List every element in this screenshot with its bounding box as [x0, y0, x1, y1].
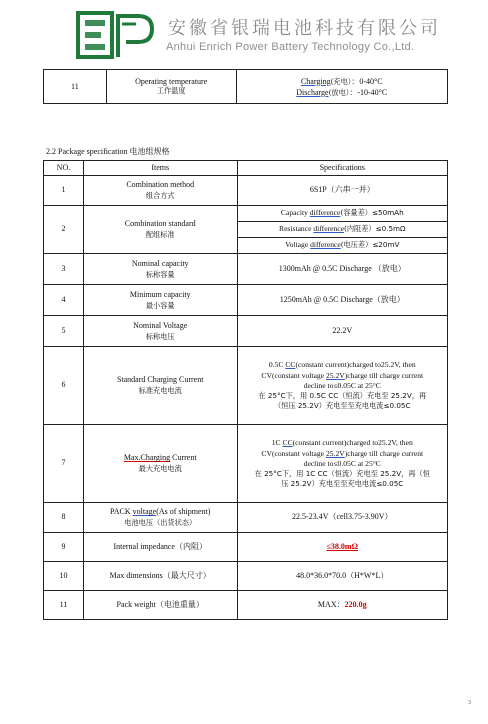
spec-text: (constant current)charged to25.2V, then — [292, 438, 413, 448]
company-name-en: Anhui Enrich Power Battery Technology Co.,Ltd. — [166, 41, 415, 53]
table-row — [44, 176, 448, 206]
item-label-en — [84, 453, 237, 464]
item-label-en: Nominal capacity — [131, 258, 189, 268]
item-label-en: Minimum capacity — [129, 289, 191, 299]
item-cell — [83, 503, 237, 533]
package-spec-table — [43, 160, 448, 620]
discharging-label: Discharge — [296, 87, 329, 97]
table-row — [44, 70, 448, 104]
item-label-cn: 标准充电电流 — [138, 386, 182, 396]
charging-label-cn: (充电） — [330, 76, 352, 86]
item-label-cn: 电池电压（出货状态） — [124, 518, 197, 528]
table-row — [44, 591, 448, 620]
spec-text: Voltage — [285, 240, 311, 250]
item-label-cn: 配组标准 — [145, 230, 175, 240]
spec-cell: 1300mAh @ 0.5C Discharge （放电） — [237, 254, 447, 285]
spec-cell — [236, 70, 447, 104]
table-row — [44, 562, 448, 591]
spec-text: (电压差）≤20mV — [340, 240, 400, 250]
spec-text: difference — [313, 224, 345, 234]
table-row — [44, 285, 448, 316]
company-name-cn: 安徽省银瑞电池科技有限公司 — [168, 18, 441, 39]
row-number: 9 — [44, 533, 84, 562]
item-label-cn: 工作温度 — [156, 86, 186, 95]
discharging-label-cn: (放电） — [328, 87, 350, 97]
spec-text: (constant current)charged to25.2V, then — [295, 360, 416, 370]
spec-text: CV(constant voltage — [261, 448, 326, 458]
table-row — [44, 254, 448, 285]
spec-text: 0.5C — [268, 360, 286, 370]
item-cell — [83, 206, 237, 254]
spec-line — [242, 371, 443, 381]
item-label-en: Combination standard — [124, 219, 196, 229]
discharging-value: ：-10-40°C — [349, 87, 388, 97]
spec-text: Capacity — [280, 208, 310, 218]
item-label-en — [84, 507, 237, 518]
spec-line: 在 25°C下，用 1C CC（恒流）充电至 25.2V，再（恒 — [254, 469, 430, 479]
spec-text: 25.2V — [325, 448, 345, 458]
spec-cell: 1250mAh @ 0.5C Discharge（放电） — [237, 285, 447, 316]
item-label-en: Standard Charging Current — [116, 375, 204, 385]
spec-cell — [237, 591, 447, 620]
row-number: 4 — [44, 285, 84, 316]
table-row — [44, 316, 448, 347]
row-number: 5 — [44, 316, 84, 347]
table-row — [44, 206, 448, 222]
item-cell — [83, 425, 237, 503]
spec-text: CC — [282, 438, 293, 448]
row-number: 7 — [44, 425, 84, 503]
item-label-cn: 最小容量 — [145, 300, 175, 310]
item-label-cn: 标称电压 — [145, 331, 175, 341]
item-label-en: Combination method — [126, 180, 195, 190]
spec-cell — [237, 533, 447, 562]
item-label-cn: 最大充电电流 — [138, 464, 182, 474]
item-cell — [83, 254, 237, 285]
spec-line: 在 25°C下，用 0.5C CC（恒流）充电至 25.2V，再 — [258, 391, 427, 401]
table-row — [44, 503, 448, 533]
item-text: (As of shipment) — [156, 507, 211, 517]
row-number: 10 — [44, 562, 84, 591]
table-row — [44, 425, 448, 503]
item-cell — [106, 70, 236, 104]
table-row — [44, 347, 448, 425]
spec-text: Resistance — [279, 224, 314, 234]
charging-label: Charging — [300, 76, 331, 86]
company-logo — [76, 10, 156, 60]
item-label-en: Operating temperature — [135, 77, 208, 86]
row-number: 11 — [44, 591, 84, 620]
spec-cell — [237, 347, 447, 425]
item-label-en: Nominal Voltage — [133, 320, 188, 330]
item-cell — [83, 347, 237, 425]
spec-line: 压 25.2V）充电至至充电电流≤0.05C — [281, 478, 404, 488]
spec-resistance-difference — [237, 222, 447, 238]
spec-line — [242, 360, 443, 370]
spec-cell: 48.0*36.0*70.0（H*W*L） — [237, 562, 447, 591]
spec-line: （恒压 25.2V）充电至至充电电流≤0.05C — [274, 400, 411, 410]
item-text: voltage — [132, 507, 157, 517]
spec-text: )charge till charge current — [344, 448, 424, 458]
item-label-cn: 标称容量 — [145, 269, 175, 279]
spec-capacity-difference — [237, 206, 447, 222]
header-no: NO. — [44, 161, 84, 176]
spec-line: decline to≤0.05C at 25°C — [303, 458, 381, 468]
spec-text: difference — [310, 240, 341, 250]
item-cell — [83, 316, 237, 347]
spec-cell — [237, 425, 447, 503]
item-text: Max.Charging — [123, 453, 171, 463]
spec-text: (内阻差）≤0.5mΩ — [344, 224, 406, 234]
operating-temperature-table — [43, 69, 448, 104]
spec-text: )charge till charge current — [344, 370, 424, 380]
item-text: Current — [170, 453, 197, 463]
weight-value: 220.0g — [344, 599, 367, 609]
item-cell: Max dimensions（最大尺寸） — [83, 562, 237, 591]
impedance-value: ≤38.0mΩ — [326, 541, 358, 551]
spec-cell: 22.2V — [237, 316, 447, 347]
header-items: Items — [83, 161, 237, 176]
spec-line — [242, 438, 443, 448]
page-number: 3 — [468, 700, 471, 706]
row-number: 2 — [44, 206, 84, 254]
spec-line — [242, 449, 443, 459]
spec-text: 1C — [271, 438, 283, 448]
discharging-temp — [237, 87, 447, 98]
spec-voltage-difference — [237, 238, 447, 254]
item-label-cn: 组合方式 — [145, 191, 175, 201]
charging-temp — [237, 76, 447, 87]
item-cell: Internal impedance（内阻） — [83, 533, 237, 562]
row-number: 1 — [44, 176, 84, 206]
row-number: 6 — [44, 347, 84, 425]
spec-cell: 22.5-23.4V（cell3.75-3.90V） — [237, 503, 447, 533]
item-cell: Pack weight（电池重量） — [83, 591, 237, 620]
spec-text: difference — [309, 208, 341, 218]
charging-value: ：0-40°C — [351, 76, 383, 86]
spec-line: decline to≤0.05C at 25°C — [303, 380, 381, 390]
table-header-row — [44, 161, 448, 176]
spec-text: CC — [285, 360, 296, 370]
row-number: 3 — [44, 254, 84, 285]
spec-text: CV(constant voltage — [261, 370, 326, 380]
section-title: 2.2 Package specification 电池组规格 — [46, 147, 170, 156]
row-number: 8 — [44, 503, 84, 533]
spec-cell: 6S1P（六串一并） — [237, 176, 447, 206]
table-row — [44, 533, 448, 562]
row-number: 11 — [44, 70, 107, 104]
weight-prefix: MAX： — [317, 599, 345, 609]
spec-text: 25.2V — [325, 370, 345, 380]
letterhead — [0, 0, 488, 66]
item-cell — [83, 176, 237, 206]
header-specifications: Specifications — [237, 161, 447, 176]
spec-text: (容量差）≤50mAh — [340, 208, 404, 218]
item-text: PACK — [110, 507, 133, 517]
item-cell — [83, 285, 237, 316]
